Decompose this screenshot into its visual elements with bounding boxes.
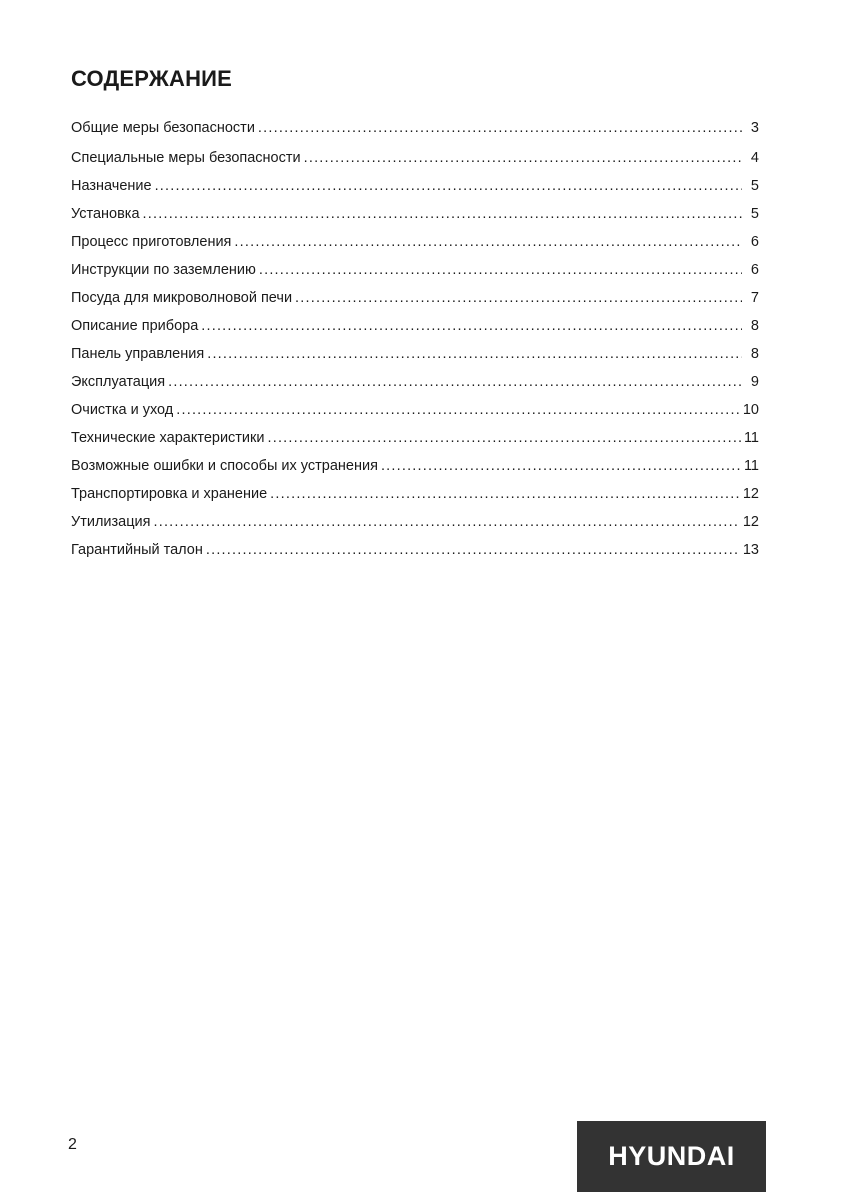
toc-dot-leader [258,118,742,138]
toc-entry-page: 12 [742,486,759,502]
toc-entry-operation[interactable] [71,372,759,400]
hyundai-logo [577,1121,766,1192]
toc-entry-general-safety[interactable] [71,118,759,148]
toc-dot-leader [176,400,740,420]
toc-entry-grounding[interactable] [71,260,759,288]
toc-entry-label: Общие меры безопасности [71,120,255,136]
table-of-contents [71,118,759,568]
toc-entry-installation[interactable] [71,204,759,232]
page-number: 2 [68,1136,77,1153]
toc-entry-cooking-process[interactable] [71,232,759,260]
toc-dot-leader [259,260,742,280]
toc-dot-leader [234,232,742,252]
toc-entry-page: 8 [750,346,759,362]
toc-dot-leader [267,428,740,448]
toc-entry-label: Возможные ошибки и способы их устранения [71,458,378,474]
toc-entry-device-description[interactable] [71,316,759,344]
toc-entry-cleaning[interactable] [71,400,759,428]
toc-dot-leader [206,540,740,560]
toc-dot-leader [295,288,742,308]
toc-entry-label: Эксплуатация [71,374,166,390]
toc-dot-leader [270,484,740,504]
toc-entry-label: Специальные меры безопасности [71,150,301,166]
toc-entry-page: 10 [742,402,759,418]
toc-entry-label: Описание прибора [71,318,199,334]
toc-dot-leader [155,176,742,196]
toc-entry-page: 9 [750,374,759,390]
toc-dot-leader [304,148,742,168]
toc-entry-label: Гарантийный талон [71,542,203,558]
toc-entry-label: Посуда для микроволновой печи [71,290,293,306]
toc-entry-label: Инструкции по заземлению [71,262,256,278]
toc-entry-label: Очистка и уход [71,402,174,418]
toc-entry-label: Назначение [71,178,152,194]
toc-entry-label: Транспортировка и хранение [71,486,268,502]
toc-entry-page: 7 [750,290,759,306]
toc-dot-leader [168,372,742,392]
toc-entry-disposal[interactable] [71,512,759,540]
toc-entry-page: 4 [750,150,759,166]
toc-entry-transport-storage[interactable] [71,484,759,512]
toc-entry-specifications[interactable] [71,428,759,456]
toc-entry-page: 5 [750,206,759,222]
brand-logo-text: HYUNDAI [608,1141,735,1171]
page-title: СОДЕРЖАНИЕ [71,66,233,91]
toc-entry-cookware[interactable] [71,288,759,316]
toc-entry-page: 11 [743,430,759,446]
toc-entry-label: Установка [71,206,140,222]
toc-entry-page: 6 [750,262,759,278]
toc-dot-leader [381,456,741,476]
toc-dot-leader [207,344,742,364]
toc-entry-page: 6 [750,234,759,250]
toc-entry-label: Панель управления [71,346,205,362]
toc-entry-special-safety[interactable] [71,148,759,176]
toc-entry-purpose[interactable] [71,176,759,204]
toc-entry-label: Технические характеристики [71,430,265,446]
toc-entry-page: 8 [750,318,759,334]
toc-entry-label: Утилизация [71,514,151,530]
toc-entry-page: 3 [750,120,759,136]
toc-entry-page: 13 [742,542,759,558]
toc-dot-leader [153,512,739,532]
toc-entry-page: 11 [743,458,759,474]
toc-entry-page: 12 [742,514,759,530]
toc-entry-page: 5 [750,178,759,194]
toc-entry-troubleshooting[interactable] [71,456,759,484]
toc-dot-leader [143,204,742,224]
toc-entry-control-panel[interactable] [71,344,759,372]
toc-entry-warranty[interactable] [71,540,759,568]
toc-entry-label: Процесс приготовления [71,234,232,250]
toc-dot-leader [201,316,742,336]
